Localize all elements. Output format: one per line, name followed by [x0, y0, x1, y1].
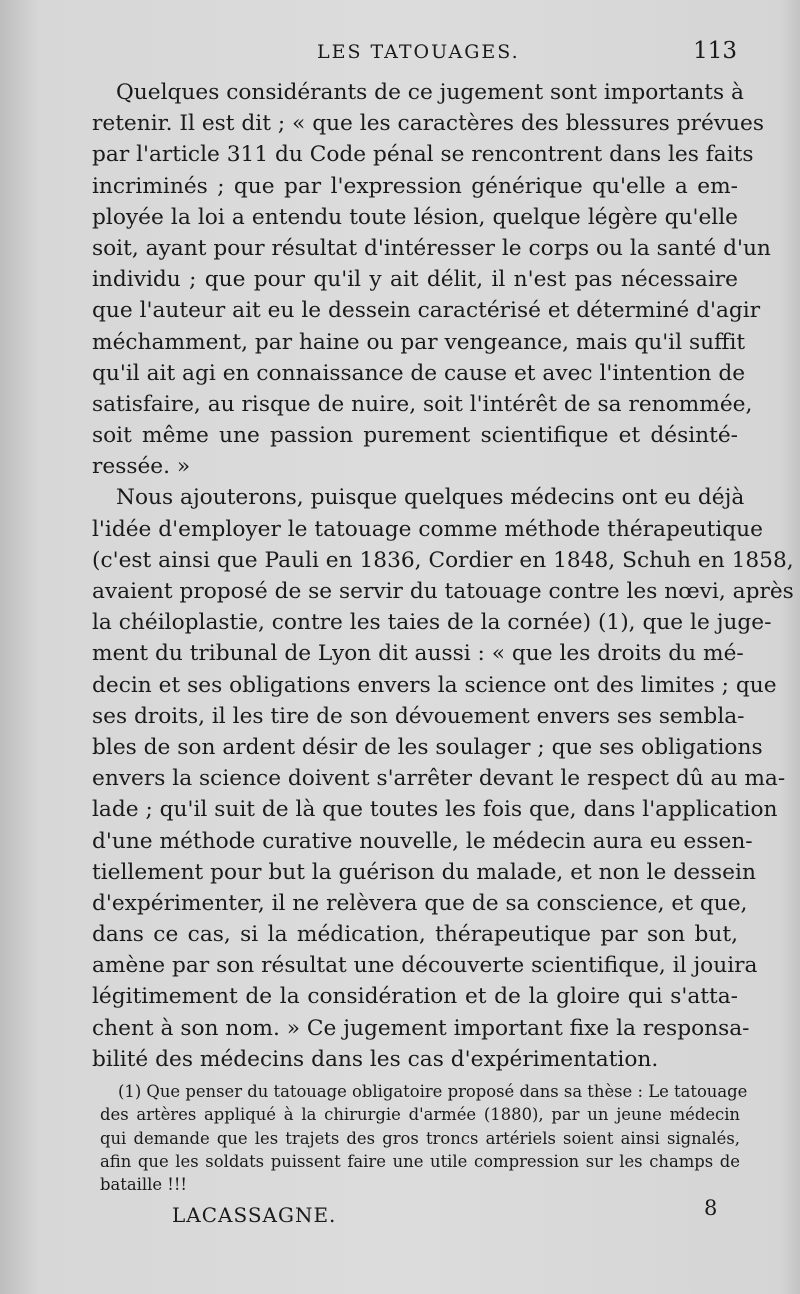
text-line: d'une méthode curative nouvelle, le médecin aura eu essen-: [92, 828, 753, 854]
text-line: soit, ayant pour résultat d'intéresser le corps ou la santé d'un: [92, 235, 771, 261]
text-line: ment du tribunal de Lyon dit aussi : « que les droits du mé-: [92, 641, 744, 667]
text-line: que l'auteur ait eu le dessein caractérisé et déterminé d'agir: [92, 298, 761, 324]
text-line: decin et ses obligations envers la science ont des limites ; que: [92, 672, 777, 698]
text-line: satisfaire, au risque de nuire, soit l'intérêt de sa renommée,: [92, 391, 753, 417]
text-line: lade ; qu'il suit de là que toutes les fois que, dans l'application: [92, 797, 778, 823]
text-line: la chéiloplastie, contre les taies de la cornée) (1), que le juge-: [92, 610, 772, 636]
footnote-line: bataille !!!: [100, 1175, 188, 1195]
text-line: amène par son résultat une découverte scientifique, il jouira: [92, 953, 758, 979]
text-line: incriminés ; que par l'expression générique qu'elle a em-: [92, 173, 738, 199]
text-line: par l'article 311 du Code pénal se rencontrent dans les faits: [92, 142, 754, 168]
text-line: bilité des médecins dans les cas d'expérimentation.: [92, 1046, 659, 1072]
running-title: LES TATOUAGES.: [317, 41, 520, 63]
text-line: méchamment, par haine ou par vengeance, mais qu'il suffit: [92, 329, 746, 355]
text-line: ses droits, il les tire de son dévouement envers ses sembla-: [92, 703, 745, 729]
signature-mark: LACASSAGNE.: [172, 1203, 337, 1227]
text-line: ressée. »: [92, 454, 191, 480]
text-line: (c'est ainsi que Pauli en 1836, Cordier en 1848, Schuh en 1858,: [92, 547, 794, 573]
text-line: légitimement de la considération et de la gloire qui s'atta-: [92, 984, 738, 1010]
text-line: l'idée d'employer le tatouage comme méthode thérapeutique: [92, 516, 763, 542]
text-line: envers la science doivent s'arrêter devant le respect dû au ma-: [92, 766, 786, 792]
text-line: qu'il ait agi en connaissance de cause et avec l'intention de: [92, 360, 746, 386]
text-line: ployée la loi a entendu toute lésion, quelque légère qu'elle: [92, 204, 738, 230]
page-number: 113: [693, 38, 737, 64]
body-text: [92, 77, 794, 1075]
text-line: avaient proposé de se servir du tatouage contre les nœvi, après: [92, 579, 794, 604]
footnote-line: qui demande que les trajets des gros troncs artériels soient ainsi signalés,: [100, 1128, 740, 1148]
text-line: soit même une passion purement scientifique et désinté-: [92, 423, 738, 449]
text-line: dans ce cas, si la médication, thérapeutique par son but,: [92, 922, 738, 948]
text-line: bles de son ardent désir de les soulager ; que ses obligations: [92, 734, 763, 760]
text-line: Quelques considérants de ce jugement sont importants à: [116, 80, 744, 105]
footnote-line: (1) Que penser du tatouage obligatoire proposé dans sa thèse : Le tatouage: [118, 1082, 748, 1101]
text-line: chent à son nom. » Ce jugement important fixe la responsa-: [92, 1015, 750, 1041]
text-line: tiellement pour but la guérison du malade, et non le dessein: [92, 859, 756, 885]
text-line: Nous ajouterons, puisque quelques médecins ont eu déjà: [116, 485, 745, 511]
footnotes: [100, 1080, 748, 1196]
page-header: [92, 38, 742, 66]
text-line: d'expérimenter, il ne relèvera que de sa conscience, et que,: [92, 890, 748, 916]
text-line: individu ; que pour qu'il y ait délit, il n'est pas nécessaire: [92, 267, 738, 293]
signature-number: 8: [704, 1196, 718, 1220]
footnote-line: afin que les soldats puissent faire une utile compression sur les champs de: [100, 1151, 740, 1171]
text-line: retenir. Il est dit ; « que les caractères des blessures prévues: [92, 111, 764, 137]
footnote-line: des artères appliqué à la chirurgie d'armée (1880), par un jeune médecin: [100, 1105, 740, 1125]
